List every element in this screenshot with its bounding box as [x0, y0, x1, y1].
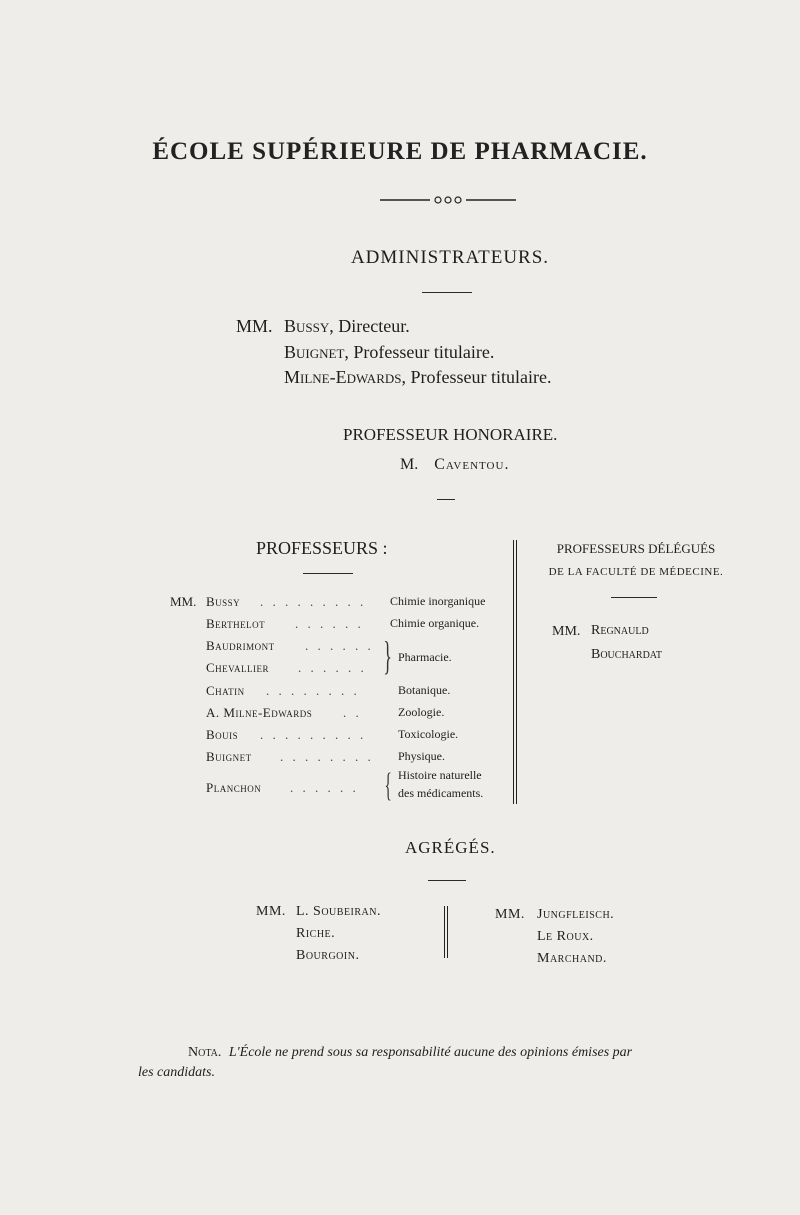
professor-name: Berthelot — [206, 616, 266, 631]
leader-dots: . . . . . . . . — [266, 683, 360, 698]
delegues-subheading: DE LA FACULTÉ DE MÉDECINE. — [548, 566, 724, 578]
honoraire-name: Caventou. — [434, 456, 510, 473]
administrateur-role: , Professeur titulaire. — [344, 342, 495, 362]
professor-row — [170, 705, 510, 727]
leader-dots: . . . . . . . . — [280, 749, 374, 764]
planchon-subject-2: des médicaments. — [398, 786, 484, 800]
leader-dots: . . . . . . — [290, 780, 359, 795]
honoraire-heading: PROFESSEUR HONORAIRE. — [343, 425, 558, 444]
leader-dots: . . . . . . — [295, 616, 364, 631]
administrateurs-prefix: MM. — [236, 316, 273, 336]
professeurs-prefix: MM. — [170, 594, 197, 609]
honoraire-prefix: M. — [400, 456, 419, 473]
column-divider — [516, 540, 517, 804]
agrege-name: Riche. — [296, 926, 336, 941]
professor-subject: Toxicologie. — [398, 727, 459, 741]
administrateur-role: , Directeur. — [329, 316, 410, 336]
nota-text: les candidats. — [138, 1065, 215, 1080]
divider — [303, 573, 353, 574]
brace-icon: { — [384, 767, 392, 804]
delegues-heading: PROFESSEURS DÉLÉGUÉS — [556, 541, 716, 556]
nota-line-2 — [138, 1062, 215, 1084]
school-title: ÉCOLE SUPÉRIEURE DE PHARMACIE. — [152, 138, 648, 165]
professor-subject: Chimie inorganique — [390, 594, 486, 608]
agrege-name: Jungfleisch. — [537, 907, 615, 922]
nota-label: Nota. — [188, 1045, 222, 1060]
professor-name: Chatin — [206, 683, 245, 698]
professor-name: Planchon — [206, 780, 262, 795]
planchon-subject-1: Histoire naturelle — [398, 768, 482, 782]
professor-name: Chevallier — [206, 660, 269, 675]
professor-row — [170, 683, 510, 705]
divider — [611, 597, 657, 598]
leader-dots: . . . . . . — [298, 660, 367, 675]
column-divider — [444, 906, 445, 958]
divider — [437, 499, 455, 500]
agreges-left-prefix: MM. — [256, 904, 286, 919]
agrege-name: Bourgoin. — [296, 948, 360, 963]
professor-name: Bussy — [206, 594, 241, 609]
honoraire-line — [400, 456, 509, 474]
leader-dots: . . . . . . . . . — [260, 594, 367, 609]
professor-row — [170, 727, 510, 749]
administrateur-name: Bussy — [284, 316, 330, 336]
professor-name: Baudrimont — [206, 638, 275, 653]
ornament-divider — [380, 193, 520, 207]
administrateur-name: Buignet — [284, 342, 345, 362]
administrateur-role: , Professeur titulaire. — [401, 367, 552, 387]
professor-name: Buignet — [206, 749, 252, 764]
divider — [422, 292, 472, 293]
professor-row — [170, 638, 510, 660]
delegue-name: Bouchardat — [591, 647, 663, 662]
professor-name: Bouis — [206, 727, 239, 742]
column-divider — [447, 906, 448, 958]
leader-dots: . . — [343, 705, 362, 720]
administrateurs-heading: ADMINISTRATEURS. — [350, 247, 550, 268]
professeurs-heading: PROFESSEURS : — [256, 538, 388, 558]
professor-subject: Physique. — [398, 749, 446, 763]
professor-name: A. Milne-Edwards — [206, 705, 313, 720]
delegue-name: Regnauld — [591, 623, 649, 638]
leader-dots: . . . . . . . . . — [260, 727, 367, 742]
professor-subject: Chimie organique. — [390, 616, 480, 630]
nota-line-1 — [188, 1042, 758, 1064]
administrateur-line — [284, 342, 494, 363]
professor-row — [170, 594, 510, 616]
agrege-name: Le Roux. — [537, 929, 594, 944]
professor-subject: Botanique. — [398, 683, 451, 697]
administrateur-line — [284, 367, 551, 388]
divider — [428, 880, 466, 881]
brace-icon: } — [383, 633, 392, 678]
professor-row — [170, 660, 510, 682]
professor-subject: Zoologie. — [398, 705, 445, 719]
agrege-name: L. Soubeiran. — [296, 904, 382, 919]
leader-dots: . . . . . . — [305, 638, 374, 653]
column-divider — [513, 540, 514, 804]
professor-row — [170, 616, 510, 638]
agreges-heading: AGRÉGÉS. — [405, 838, 496, 857]
agrege-name: Marchand. — [537, 951, 607, 966]
delegues-prefix: MM. — [552, 624, 581, 639]
administrateur-line — [284, 316, 410, 337]
agreges-right-prefix: MM. — [495, 907, 525, 922]
nota-text: L'École ne prend sous sa responsabilité aucune des opinions émises par — [228, 1045, 633, 1060]
shared-subject: Pharmacie. — [398, 650, 452, 664]
administrateur-name: Milne-Edwards — [284, 367, 402, 387]
